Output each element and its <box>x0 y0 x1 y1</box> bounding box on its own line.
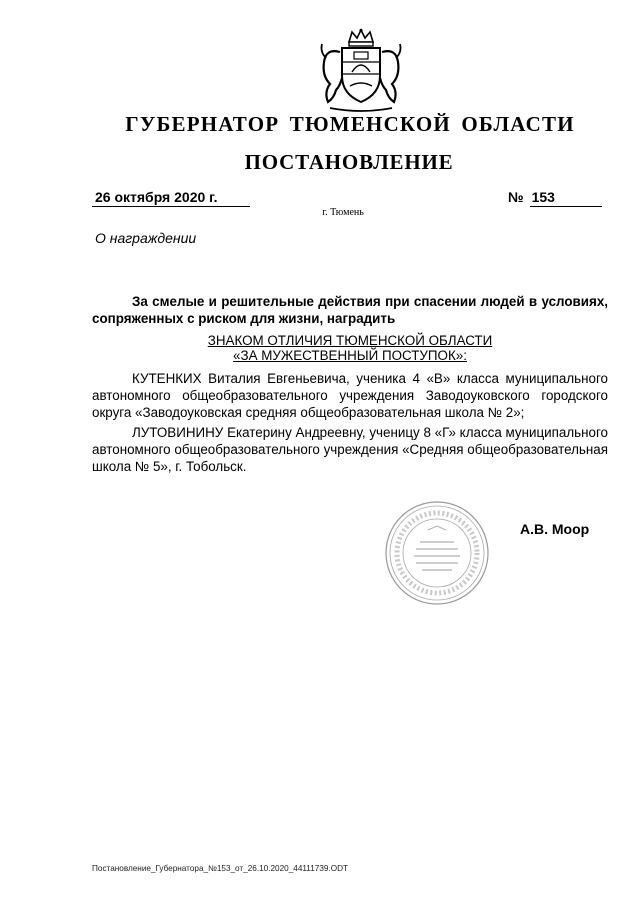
award-title <box>92 333 608 363</box>
document-subject: О награждении <box>95 230 197 246</box>
document-number <box>508 189 602 207</box>
award-line-1: ЗНАКОМ ОТЛИЧИЯ ТЮМЕНСКОЙ ОБЛАСТИ <box>207 333 493 348</box>
number-value: 153 <box>530 189 602 207</box>
official-seal-icon <box>384 500 490 606</box>
award-line-2: «ЗА МУЖЕСТВЕННЫЙ ПОСТУПОК»: <box>233 348 467 363</box>
issue-city: г. Тюмень <box>322 207 364 218</box>
recipient-paragraph-1: КУТЕНКИХ Виталия Евгеньевича, ученика 4 «В» класса муниципального автономного общеобразовательного учреждения Заводоуковского городского округа «Заводоуковская средняя общеобразовательная школа № 2»; <box>92 371 608 420</box>
signer-name: А.В. Моор <box>520 521 590 537</box>
footer-filename: Постановление_Губернатора_№153_от_26.10.2020_44111739.ODT <box>92 864 349 873</box>
tyumen-coat-of-arms-icon <box>316 28 406 114</box>
recipient-paragraph-2: ЛУТОВИНИНУ Екатерину Андреевну, ученицу 8 «Г» класса муниципального автономного общеобразовательного учреждения «Средняя общеобразовательная школа № 5», г. Тобольск. <box>92 425 608 474</box>
document-type: ПОСТАНОВЛЕНИЕ <box>244 150 454 174</box>
document-date: 26 октября 2020 г. <box>92 189 250 207</box>
number-sign: № <box>508 189 524 205</box>
authority-title: ГУБЕРНАТОР ТЮМЕНСКОЙ ОБЛАСТИ <box>125 112 575 136</box>
intro-paragraph: За смелые и решительные действия при спасении людей в условиях, сопряженных с риском для жизни, наградить <box>92 294 608 326</box>
